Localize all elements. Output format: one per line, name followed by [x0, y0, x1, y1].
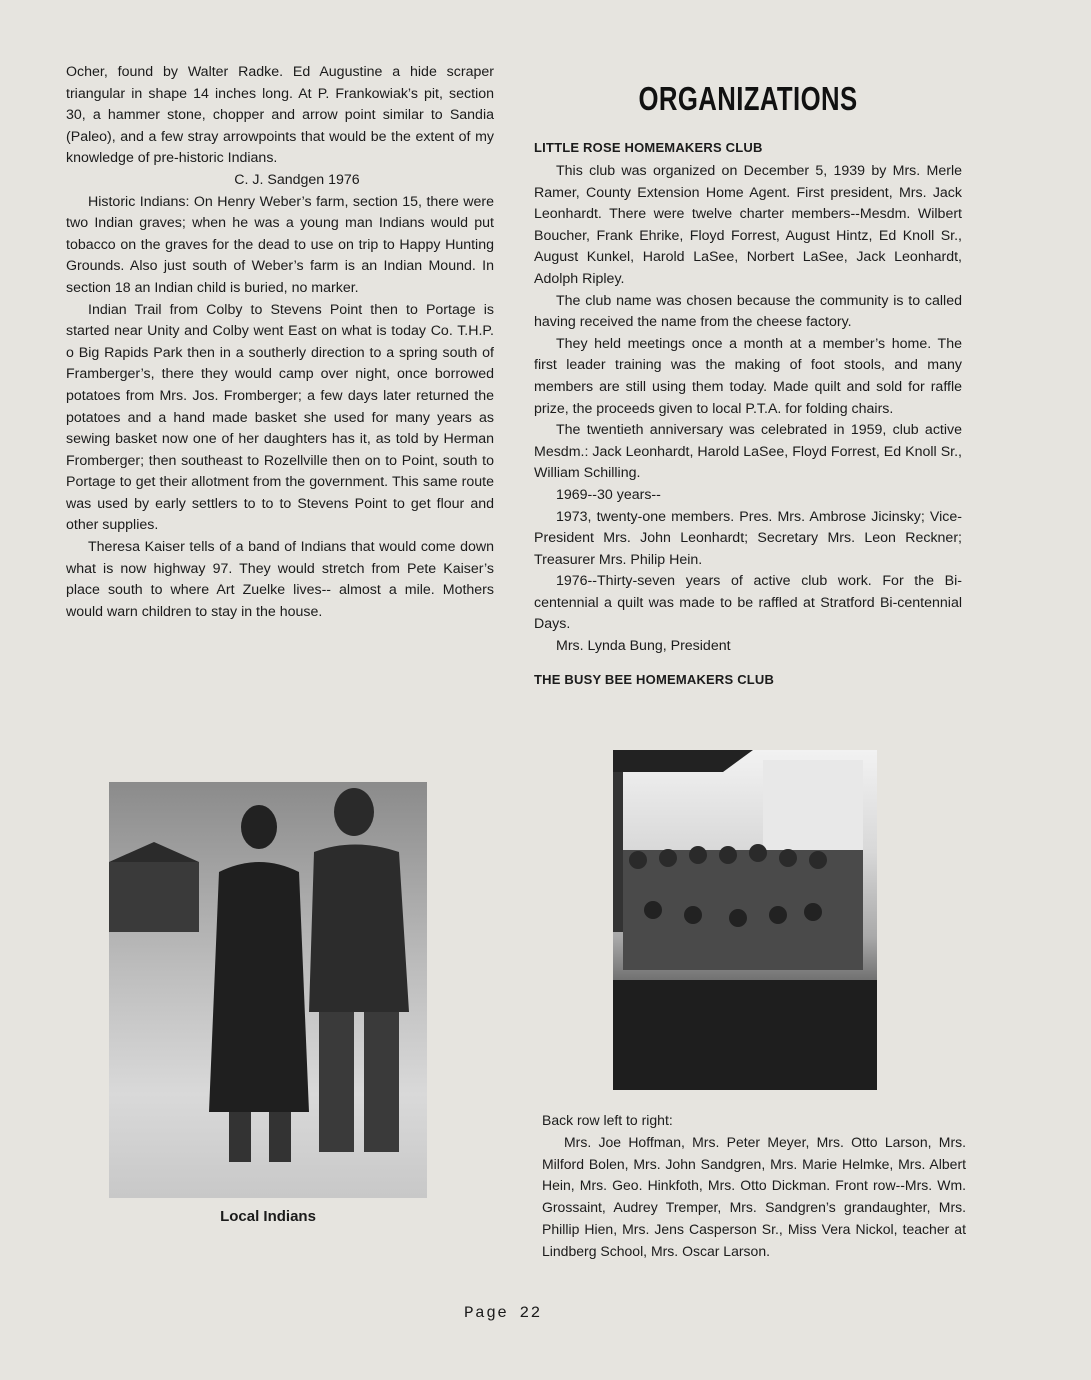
busy-bee-illustration: [613, 750, 877, 1090]
little-rose-president: Mrs. Lynda Bung, President: [556, 638, 731, 655]
author-signature: C. J. Sandgen 1976: [234, 171, 360, 188]
caption-back-row-label: Back row left to right:: [542, 1112, 673, 1128]
busy-bee-club-photo: [613, 750, 877, 1090]
busy-bee-caption: [542, 1110, 966, 1263]
paragraph-prehistoric: Ocher, found by Walter Radke. Ed Augustine a hide scraper triangular in shape 14 inches long. At P. Frankowiak’s pit, section 30, a hammer stone, chopper and arrow point similar to Sandia (Paleo), and a few stray arrowpoints that would be the extent of my knowledge of pre-historic Indians.: [66, 64, 494, 167]
little-rose-paragraph-2: The club name was chosen because the community is to called having received the name from the cheese factory.: [534, 292, 962, 331]
paragraph-indian-trail: Indian Trail from Colby to Stevens Point then to Portage is started near Unity and Colby went East on what is today Co. T.H.P. o Big Rapids Park then in a southerly direction to a spring south of Framberger’s, there they would camp over night, once borrowed potatoes from Mrs. Jos. Fromberger; a few days later returned the potatoes and a hand made basket she used for many years as sewing basket now one of her daughters has it, as told by Herman Fromberger; then southeast to Rozellville then on to Point, south to Portage to get their allotment from the government. This same route was used by early settlers to to to Stevens Point to get flour and other supplies.: [66, 301, 494, 534]
page-title: ORGANIZATIONS: [638, 80, 858, 117]
paragraph-theresa-kaiser: Theresa Kaiser tells of a band of Indians that would come down what is now highway 97. They would stretch from Pete Kaiser’s place south to where Art Zuelke lives-- almost a mile. Mothers would warn children to stay in the house.: [66, 539, 494, 620]
paragraph-historic-indians: Historic Indians: On Henry Weber’s farm, section 15, there were two Indian graves; when he was a young man Indians would put tobacco on the graves for the dead to use on trip to Happy Hunting Grounds. Also just south of Weber’s farm is an Indian Mound. In section 18 an Indian child is buried, no marker.: [66, 193, 494, 296]
local-indians-caption: Local Indians: [220, 1208, 316, 1225]
busy-bee-heading: THE BUSY BEE HOMEMAKERS CLUB: [534, 671, 775, 687]
little-rose-paragraph-1: This club was organized on December 5, 1939 by Mrs. Merle Ramer, County Extension Home Agent. First president, Mrs. Jack Leonhardt. There were twelve charter members--Mesdm. Wilbert Boucher, Frank Ehrike, Floyd Forrest, August Hintz, Ed Knoll Sr., August Kunkel, Harold LaSee, Norbert LaSee, Jack Leonhardt, Adolph Ripley.: [534, 163, 962, 287]
local-indians-photo: [109, 782, 427, 1198]
left-column: [66, 62, 494, 623]
caption-names: Mrs. Joe Hoffman, Mrs. Peter Meyer, Mrs. Otto Larson, Mrs. Milford Bolen, Mrs. John Sandgren, Mrs. Marie Helmke, Mrs. Albert Hein, Mrs. Geo. Hinkfoth, Mrs. Otto Dickman. Front row--Mrs. Wm. Grossaint, Audrey Tremper, Mrs. Sandgren’s grandaughter, Mrs. Phillip Hien, Mrs. Jens Casperson Sr., Miss Vera Nickol, teacher at Lindberg School, Mrs. Oscar Larson.: [542, 1133, 966, 1259]
page-number: Page 22: [464, 1304, 542, 1322]
little-rose-paragraph-5: 1969--30 years--: [556, 486, 661, 503]
little-rose-paragraph-6: 1973, twenty-one members. Pres. Mrs. Ambrose Jicinsky; Vice-President Mrs. John Leonhardt; Secretary Mrs. Leon Reckner; Treasurer Mrs. Philip Hein.: [534, 508, 962, 568]
little-rose-heading: LITTLE ROSE HOMEMAKERS CLUB: [534, 140, 763, 155]
little-rose-paragraph-7: 1976--Thirty-seven years of active club work. For the Bi-centennial a quilt was made to be raffled at Stratford Bi-centennial Days.: [534, 573, 962, 633]
local-indians-illustration: [109, 782, 427, 1198]
little-rose-paragraph-4: The twentieth anniversary was celebrated in 1959, club active Mesdm.: Jack Leonhardt, Harold LaSee, Floyd Forrest, Ed Knoll Sr., William Schilling.: [534, 422, 962, 482]
right-column: [534, 62, 962, 693]
little-rose-paragraph-3: They held meetings once a month at a member’s home. The first leader training was the making of foot stools, and many members are still using them today. Made quilt and sold for raffle prize, the proceeds given to local P.T.A. for folding chairs.: [534, 335, 962, 417]
